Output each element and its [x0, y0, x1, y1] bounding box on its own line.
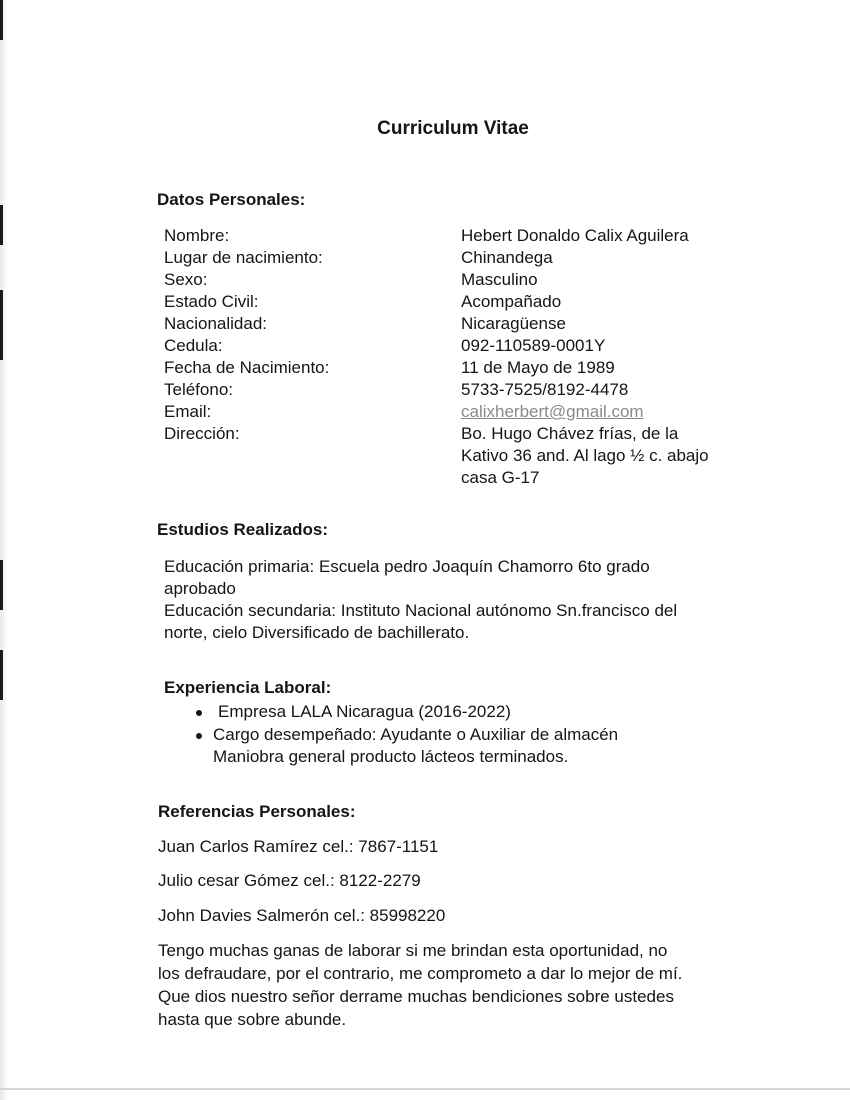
experience-item-continuation: Maniobra general producto lácteos terminados. [213, 747, 569, 766]
studies-secondary-line: Educación secundaria: Instituto Nacional autónomo Sn.francisco del [164, 601, 678, 620]
references-heading: Referencias Personales: [158, 802, 356, 821]
field-label-email: Email: [164, 402, 212, 421]
experience-item [218, 701, 511, 723]
experience-item [213, 724, 618, 746]
field-label-civil-status: Estado Civil: [164, 292, 259, 311]
email-link[interactable]: calixherbert@gmail.com [461, 402, 644, 421]
field-label-name: Nombre: [164, 226, 230, 245]
scan-edge-mark [0, 0, 3, 40]
personal-data-heading: Datos Personales: [157, 190, 306, 209]
field-value-id: 092-110589-0001Y [461, 336, 606, 355]
field-value-address-line: Kativo 36 and. Al lago ½ c. abajo [461, 446, 709, 465]
bullet-icon [196, 733, 202, 739]
field-value-sex: Masculino [461, 270, 538, 289]
document-title: Curriculum Vitae [377, 118, 529, 139]
field-value-birthdate: 11 de Mayo de 1989 [461, 358, 615, 377]
bullet-icon [196, 710, 202, 716]
field-label-nationality: Nacionalidad: [164, 314, 268, 333]
studies-primary-line: aprobado [164, 579, 236, 598]
experience-item-text: Cargo desempeñado: Ayudante o Auxiliar de almacén [213, 725, 619, 744]
closing-line: Que dios nuestro señor derrame muchas bendiciones sobre ustedes [158, 987, 674, 1006]
reference-item: John Davies Salmerón cel.: 85998220 [158, 906, 446, 925]
scan-edge-mark [0, 290, 3, 360]
field-value-address-line: casa G-17 [461, 468, 540, 487]
field-label-phone: Teléfono: [164, 380, 233, 399]
field-label-birthplace: Lugar de nacimiento: [164, 248, 323, 267]
studies-heading: Estudios Realizados: [157, 520, 328, 539]
scan-edge-mark [0, 205, 3, 245]
field-label-birthdate: Fecha de Nacimiento: [164, 358, 330, 377]
field-value-nationality: Nicaragüense [461, 314, 566, 333]
scan-shadow-edge [0, 0, 8, 1100]
experience-heading: Experiencia Laboral: [164, 678, 332, 697]
field-value-phone: 5733-7525/8192-4478 [461, 380, 629, 399]
reference-item: Julio cesar Gómez cel.: 8122-2279 [158, 871, 421, 890]
closing-line: hasta que sobre abunde. [158, 1010, 347, 1029]
experience-item-text: Empresa LALA Nicaragua (2016-2022) [218, 702, 511, 721]
field-value-name: Hebert Donaldo Calix Aguilera [461, 226, 689, 245]
closing-line: Tengo muchas ganas de laborar si me brindan esta oportunidad, no [158, 941, 668, 960]
field-value-civil-status: Acompañado [461, 292, 562, 311]
field-label-sex: Sexo: [164, 270, 208, 289]
studies-primary-line: Educación primaria: Escuela pedro Joaquín Chamorro 6to grado [164, 557, 650, 576]
studies-secondary-line: norte, cielo Diversificado de bachillerato. [164, 623, 470, 642]
scan-bottom-line [0, 1088, 850, 1090]
field-value-address-line: Bo. Hugo Chávez frías, de la [461, 424, 679, 443]
scan-edge-mark [0, 650, 3, 700]
closing-line: los defraudare, por el contrario, me comprometo a dar lo mejor de mí. [158, 964, 683, 983]
reference-item: Juan Carlos Ramírez cel.: 7867-1151 [158, 837, 439, 856]
field-value-birthplace: Chinandega [461, 248, 553, 267]
field-label-address: Dirección: [164, 424, 240, 443]
scan-edge-mark [0, 560, 3, 610]
field-label-id: Cedula: [164, 336, 223, 355]
